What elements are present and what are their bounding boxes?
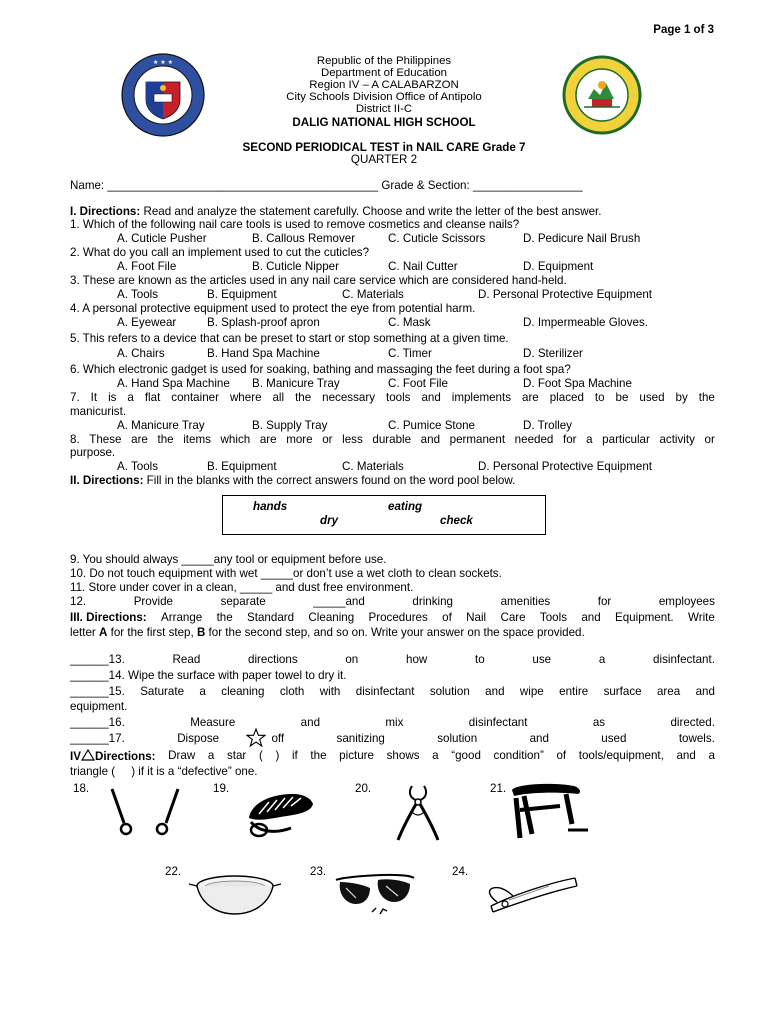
q12-word: _____and bbox=[313, 595, 365, 608]
q8-word: permanent bbox=[449, 433, 506, 446]
question-3: 3. These are known as the articles used in any nail care service which are considered hand-held. bbox=[70, 274, 567, 287]
q7-word: flat bbox=[144, 391, 161, 404]
p3-letter-a: A bbox=[99, 626, 108, 639]
page-number: Page 1 of 3 bbox=[653, 24, 714, 36]
q5-option-b: B. Hand Spa Machine bbox=[207, 347, 320, 360]
p3-word: the bbox=[216, 611, 233, 624]
p4-word: ( bbox=[258, 749, 263, 762]
q12-word: employees bbox=[658, 595, 715, 608]
q8-word: particular bbox=[602, 433, 650, 446]
q13-word: directions bbox=[248, 653, 298, 666]
q13-word: how bbox=[406, 653, 428, 666]
question-15-line2: equipment. bbox=[70, 700, 128, 713]
question-10: 10. Do not touch equipment with wet _____or don’t use a wet cloth to clean sockets. bbox=[70, 567, 502, 580]
q6-option-c: C. Foot File bbox=[388, 377, 448, 390]
q15-word: entire bbox=[559, 685, 589, 698]
q17-word: used bbox=[601, 732, 627, 745]
q1-option-b: B. Callous Remover bbox=[252, 232, 356, 245]
p3-word: Cleaning bbox=[308, 611, 355, 624]
q7-word: container bbox=[171, 391, 219, 404]
q12-word: 12. bbox=[70, 595, 87, 608]
q7-word: placed bbox=[549, 391, 584, 404]
school-name: DALIG NATIONAL HIGH SCHOOL bbox=[292, 116, 476, 129]
p4-word: tools/equipment, bbox=[578, 749, 664, 762]
q1-option-c: C. Cuticle Scissors bbox=[388, 232, 486, 245]
p3-word: Care bbox=[500, 611, 526, 624]
p4-word: a bbox=[207, 749, 215, 762]
question-11: 11. Store under cover in a clean, _____ and dust free environment. bbox=[70, 581, 414, 594]
q7-option-d: D. Trolley bbox=[523, 419, 572, 432]
p3-text: letter bbox=[70, 626, 99, 639]
q2-option-c: C. Nail Cutter bbox=[388, 260, 458, 273]
part4-label bbox=[70, 749, 156, 764]
q13-word: Read bbox=[172, 653, 201, 666]
p4-word: a bbox=[432, 749, 439, 762]
q16-word: mix bbox=[385, 716, 404, 729]
q17-word: towels. bbox=[678, 732, 715, 745]
q4-option-b: B. Splash-proof apron bbox=[207, 316, 320, 329]
item-22-number: 22. bbox=[165, 865, 182, 878]
q4-option-c: C. Mask bbox=[388, 316, 431, 329]
q4-option-d: D. Impermeable Gloves. bbox=[523, 316, 649, 329]
q7-word: and bbox=[421, 391, 441, 404]
q7-word: by bbox=[675, 391, 688, 404]
q7-word: be bbox=[615, 391, 629, 404]
q15-word: ______15. bbox=[70, 685, 125, 698]
item-23-number: 23. bbox=[310, 865, 327, 878]
p4-word: of bbox=[556, 749, 567, 762]
part3-directions-label: III. Directions: bbox=[70, 611, 147, 624]
p4-word: ) bbox=[275, 749, 280, 762]
word-pool-eating: eating bbox=[388, 500, 423, 513]
p4-word: star bbox=[226, 749, 247, 762]
p3-word: Equipment. bbox=[615, 611, 674, 624]
q5-option-a: A. Chairs bbox=[117, 347, 165, 360]
q7-word: used bbox=[639, 391, 665, 404]
item-18-number: 18. bbox=[73, 782, 90, 795]
question-15-line1 bbox=[70, 685, 715, 699]
question-8-line1 bbox=[70, 433, 715, 447]
question-4: 4. A personal protective equipment used to protect the eye from potential harm. bbox=[70, 302, 476, 315]
q8-option-c: C. Materials bbox=[342, 460, 404, 473]
p3-word: Write bbox=[687, 611, 715, 624]
q2-option-d: D. Equipment bbox=[523, 260, 594, 273]
q7-word: the bbox=[698, 391, 715, 404]
q7-word: a bbox=[127, 391, 134, 404]
q17-word: sanitizing bbox=[336, 732, 385, 745]
q8-word: durable bbox=[372, 433, 412, 446]
q17-word: Dispose bbox=[177, 732, 220, 745]
part4-directions-line2: triangle ( ) if it is a “defective” one. bbox=[70, 765, 258, 778]
header-district: District II-C bbox=[355, 103, 413, 115]
p4-word: “good bbox=[451, 749, 481, 762]
q8-word: or bbox=[322, 433, 333, 446]
q17-word: off bbox=[271, 732, 285, 745]
part4-directions-line1 bbox=[70, 749, 715, 764]
question-7-line1 bbox=[70, 391, 715, 405]
q8-word: These bbox=[89, 433, 122, 446]
p4-word: condition” bbox=[493, 749, 544, 762]
broken-scissors-image bbox=[100, 785, 190, 841]
q13-word: a bbox=[598, 653, 606, 666]
question-9: 9. You should always _____any tool or equipment before use. bbox=[70, 553, 387, 566]
p3-letter-b: B bbox=[196, 626, 206, 639]
q2-option-b: B. Cuticle Nipper bbox=[252, 260, 339, 273]
svg-text:★ ★ ★: ★ ★ ★ bbox=[153, 59, 173, 66]
q7-word: are bbox=[522, 391, 539, 404]
q8-word: and bbox=[420, 433, 441, 446]
question-2: 2. What do you call an implement used to cut the cuticles? bbox=[70, 246, 370, 259]
item-24-number: 24. bbox=[452, 865, 469, 878]
question-12 bbox=[70, 595, 715, 609]
q15-word: Saturate bbox=[140, 685, 185, 698]
item-19-number: 19. bbox=[213, 782, 230, 795]
q7-word: It bbox=[90, 391, 98, 404]
q3-option-a: A. Tools bbox=[117, 288, 159, 301]
q15-word: and bbox=[485, 685, 505, 698]
part1-directions bbox=[70, 205, 601, 219]
q3-option-c: C. Materials bbox=[342, 288, 404, 301]
p3-word: Arrange bbox=[161, 611, 203, 624]
star-icon bbox=[246, 728, 266, 748]
p4-word: Draw bbox=[168, 749, 196, 762]
q15-word: wipe bbox=[519, 685, 544, 698]
q6-option-b: B. Manicure Tray bbox=[252, 377, 340, 390]
q15-word: and bbox=[695, 685, 715, 698]
q13-word: use bbox=[532, 653, 552, 666]
q12-word: amenities bbox=[500, 595, 551, 608]
part2-directions-label: II. Directions: bbox=[70, 474, 144, 487]
part1-directions-text: Read and analyze the statement carefully. Choose and write the letter of the best answer. bbox=[140, 205, 602, 218]
q16-word: as bbox=[592, 716, 606, 729]
q1-option-a: A. Cuticle Pusher bbox=[117, 232, 207, 245]
q7-word: to bbox=[594, 391, 605, 404]
q8-option-a: A. Tools bbox=[117, 460, 159, 473]
q13-word: to bbox=[475, 653, 485, 666]
word-pool-dry: dry bbox=[320, 514, 339, 527]
q16-word: disinfectant bbox=[468, 716, 528, 729]
name-grade-section-line: Name: __________________________________________ Grade & Section: _________________ bbox=[70, 179, 583, 192]
q7-word: all bbox=[272, 391, 285, 404]
q8-word: which bbox=[220, 433, 251, 446]
question-1: 1. Which of the following nail care tools is used to remove cosmetics and cleanse nails? bbox=[70, 218, 520, 231]
q7-option-b: B. Supply Tray bbox=[252, 419, 328, 432]
q8-word: are bbox=[131, 433, 148, 446]
nail-brush-image bbox=[245, 788, 317, 840]
q7-word: is bbox=[108, 391, 117, 404]
p3-word: Procedures bbox=[368, 611, 428, 624]
q13-word: ______13. bbox=[70, 653, 125, 666]
q7-word: necessary bbox=[322, 391, 375, 404]
q5-option-d: D. Sterilizer bbox=[523, 347, 583, 360]
q8-option-b: B. Equipment bbox=[207, 460, 277, 473]
part2-directions-text: Fill in the blanks with the correct answers found on the word pool below. bbox=[143, 474, 516, 487]
p4-word: shows bbox=[386, 749, 420, 762]
header-department: Department of Education bbox=[320, 67, 447, 79]
q12-word: separate bbox=[220, 595, 266, 608]
broken-trolley-image bbox=[510, 780, 590, 846]
q8-word: a bbox=[586, 433, 593, 446]
p4-word: the bbox=[310, 749, 327, 762]
q15-word: solution bbox=[429, 685, 470, 698]
q6-option-a: A. Hand Spa Machine bbox=[117, 377, 230, 390]
p3-word: Nail bbox=[466, 611, 487, 624]
word-pool-hands: hands bbox=[253, 500, 288, 513]
q3-option-d: D. Personal Protective Equipment bbox=[478, 288, 652, 301]
q12-word: drinking bbox=[412, 595, 454, 608]
q16-word: and bbox=[300, 716, 321, 729]
q7-word: implements bbox=[451, 391, 512, 404]
q1-option-d: D. Pedicure Nail Brush bbox=[523, 232, 641, 245]
q8-word: items bbox=[183, 433, 211, 446]
q2-option-a: A. Foot File bbox=[117, 260, 177, 273]
q3-option-b: B. Equipment bbox=[207, 288, 277, 301]
header-region: Region IV – A CALABARZON bbox=[309, 79, 459, 91]
p3-text: for the first step, bbox=[107, 626, 197, 639]
part4-numeral: IV bbox=[70, 750, 81, 763]
q15-word: disinfectant bbox=[355, 685, 415, 698]
q16-word: ______16. bbox=[70, 716, 125, 729]
question-5: 5. This refers to a device that can be preset to start or stop something at a given time. bbox=[70, 332, 509, 345]
part4-directions-label: Directions: bbox=[94, 750, 156, 763]
question-7-line2: manicurist. bbox=[70, 405, 127, 418]
test-title: SECOND PERIODICAL TEST in NAIL CARE Grade 7 bbox=[242, 141, 526, 154]
question-13 bbox=[70, 653, 715, 667]
q8-word: the bbox=[157, 433, 174, 446]
p3-text: for the second step, and so on. Write your answer on the space provided. bbox=[205, 626, 585, 639]
q16-word: Measure bbox=[190, 716, 236, 729]
p4-word: if bbox=[291, 749, 298, 762]
question-14: ______14. Wipe the surface with paper towel to dry it. bbox=[70, 669, 347, 682]
q8-word: more bbox=[286, 433, 313, 446]
question-17 bbox=[70, 732, 715, 746]
mixing-bowl-image bbox=[185, 872, 283, 918]
q12-word: Provide bbox=[133, 595, 173, 608]
q8-word: or bbox=[704, 433, 715, 446]
q6-option-d: D. Foot Spa Machine bbox=[523, 377, 632, 390]
q16-word: directed. bbox=[670, 716, 715, 729]
quarter-label: QUARTER 2 bbox=[350, 153, 418, 166]
q7-option-a: A. Manicure Tray bbox=[117, 419, 205, 432]
q8-word: needed bbox=[514, 433, 554, 446]
q8-word: less bbox=[342, 433, 363, 446]
q13-word: disinfectant. bbox=[653, 653, 715, 666]
q8-option-d: D. Personal Protective Equipment bbox=[478, 460, 652, 473]
q15-word: with bbox=[319, 685, 341, 698]
part3-directions-line2 bbox=[70, 626, 585, 640]
q8-word: for bbox=[562, 433, 577, 446]
q15-word: a bbox=[199, 685, 206, 698]
q7-word: the bbox=[295, 391, 312, 404]
p4-word: and bbox=[676, 749, 696, 762]
question-8-line2: purpose. bbox=[70, 446, 116, 459]
q5-option-c: C. Timer bbox=[388, 347, 432, 360]
q15-word: surface bbox=[603, 685, 642, 698]
q7-option-c: C. Pumice Stone bbox=[388, 419, 475, 432]
p3-word: Standard bbox=[247, 611, 295, 624]
p3-word: of bbox=[442, 611, 452, 624]
p3-word: Tools bbox=[539, 611, 567, 624]
nail-cutter-image bbox=[485, 874, 581, 920]
part1-directions-label: I. Directions: bbox=[70, 205, 141, 218]
header-republic: Republic of the Philippines bbox=[316, 55, 452, 67]
question-6: 6. Which electronic gadget is used for soaking, bathing and massaging the feet during a foot spa? bbox=[70, 363, 571, 376]
triangle-icon bbox=[81, 749, 95, 761]
q8-word: activity bbox=[659, 433, 695, 446]
broken-eyewear-image bbox=[332, 866, 418, 924]
q17-word: and bbox=[529, 732, 549, 745]
q12-word: for bbox=[597, 595, 612, 608]
q15-word: cleaning bbox=[221, 685, 265, 698]
q8-word: are bbox=[259, 433, 277, 446]
header-division: City Schools Division Office of Antipolo bbox=[286, 91, 482, 103]
q17-word: ______17. bbox=[70, 732, 125, 745]
p3-word: and bbox=[581, 611, 601, 624]
q15-word: cloth bbox=[279, 685, 305, 698]
q7-word: tools bbox=[385, 391, 411, 404]
item-21-number: 21. bbox=[490, 782, 507, 795]
cuticle-nipper-image bbox=[392, 782, 444, 844]
item-20-number: 20. bbox=[355, 782, 372, 795]
q7-word: where bbox=[229, 391, 262, 404]
p4-word: picture bbox=[339, 749, 374, 762]
q15-word: area bbox=[656, 685, 681, 698]
q13-word: on bbox=[345, 653, 359, 666]
q7-word: 7. bbox=[70, 391, 80, 404]
q4-option-a: A. Eyewear bbox=[117, 316, 177, 329]
q17-word: solution bbox=[437, 732, 478, 745]
part3-directions-line1 bbox=[70, 611, 715, 625]
question-16 bbox=[70, 716, 715, 730]
part2-directions bbox=[70, 474, 515, 488]
word-pool-check: check bbox=[440, 514, 473, 527]
q8-word: 8. bbox=[70, 433, 80, 446]
p4-word: a bbox=[708, 749, 715, 762]
